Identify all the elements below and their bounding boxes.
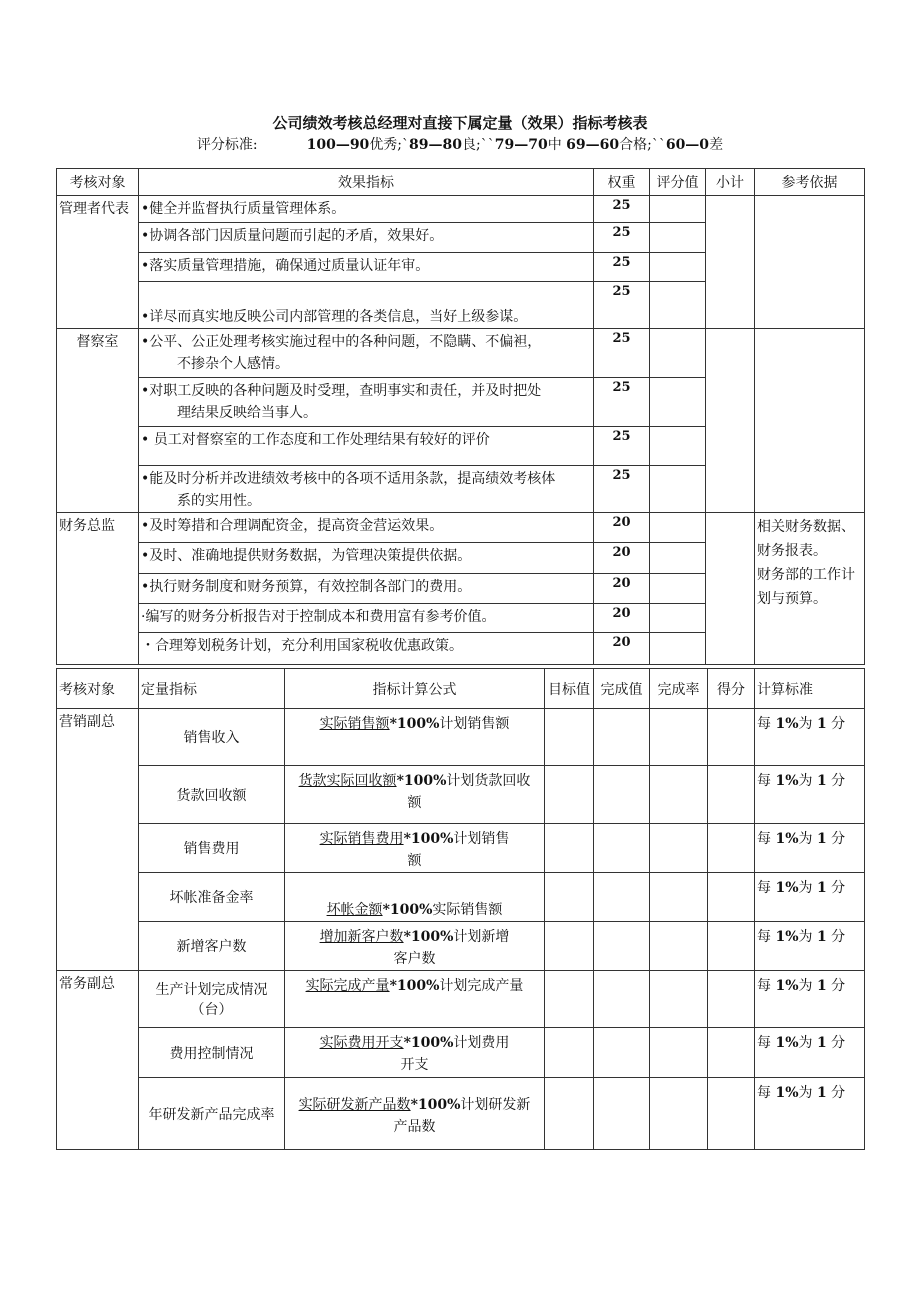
reference-text: 财务部的工作计 xyxy=(757,567,855,583)
standard-value: 1 xyxy=(816,1085,827,1101)
metric-cell: 坏帐准备金率 xyxy=(139,873,285,922)
indicator-cell xyxy=(139,543,594,574)
indicator-text-cont: 系的实用性。 xyxy=(177,493,261,509)
completion-rate-cell xyxy=(650,1078,708,1150)
reference-cell xyxy=(755,196,865,329)
formula-denominator-cont: 额 xyxy=(407,795,422,811)
standard-value: 1 xyxy=(816,880,827,896)
standard-value: 1% xyxy=(775,716,799,732)
table-row xyxy=(57,1028,865,1078)
standard-value: 1% xyxy=(775,978,799,994)
standard-cell xyxy=(755,766,865,824)
standard-text: 为 xyxy=(798,1085,817,1101)
standard-text: 每 xyxy=(757,773,776,789)
indicator-text: •健全并监督执行质量管理体系。 xyxy=(141,201,346,217)
standard-text: 分 xyxy=(826,773,846,789)
formula-multiplier: *100% xyxy=(403,831,454,847)
score-cell xyxy=(650,223,706,253)
score-cell xyxy=(650,196,706,223)
score-cell xyxy=(650,633,706,665)
table-row xyxy=(57,329,865,378)
indicator-cell xyxy=(139,196,594,223)
reference-text: 财务报表。 xyxy=(757,543,827,559)
weight-cell: 25 xyxy=(594,329,650,378)
column-header: 计算标准 xyxy=(755,669,865,709)
indicator-text: •能及时分析并改进绩效考核中的各项不适用条款，提高绩效考核体 xyxy=(141,471,556,487)
table-row xyxy=(57,513,865,543)
indicator-text: •详尽而真实地反映公司内部管理的各类信息，当好上级参谋。 xyxy=(141,309,528,325)
indicator-text: •协调各部门因质量问题而引起的矛盾，效果好。 xyxy=(141,228,444,244)
column-header: 参考依据 xyxy=(755,169,865,196)
table-row xyxy=(57,766,865,824)
indicator-text-cont: 理结果反映给当事人。 xyxy=(177,405,317,421)
formula-denominator-cont: 开支 xyxy=(400,1057,429,1073)
scale-range: 79—70 xyxy=(494,137,548,153)
score-cell xyxy=(650,282,706,329)
target-value-cell xyxy=(545,922,594,971)
formula-numerator: 实际销售费用 xyxy=(319,831,404,847)
assessee-cell: 督察室 xyxy=(57,329,139,513)
actual-value-cell xyxy=(594,709,650,766)
standard-cell xyxy=(755,824,865,873)
formula-cell xyxy=(285,922,545,971)
standard-text: 每 xyxy=(757,978,776,994)
target-value-cell xyxy=(545,873,594,922)
completion-rate-cell xyxy=(650,709,708,766)
column-header: 小计 xyxy=(706,169,755,196)
completion-rate-cell xyxy=(650,824,708,873)
formula-cell xyxy=(285,971,545,1028)
column-header: 权重 xyxy=(594,169,650,196)
score-cell xyxy=(708,1078,755,1150)
actual-value-cell xyxy=(594,824,650,873)
indicator-cell xyxy=(139,378,594,427)
target-value-cell xyxy=(545,1078,594,1150)
formula-cell xyxy=(285,824,545,873)
column-header: 完成值 xyxy=(594,669,650,709)
standard-value: 1 xyxy=(816,831,827,847)
standard-text: 每 xyxy=(757,880,776,896)
document-title: 公司绩效考核总经理对直接下属定量（效果）指标考核表 xyxy=(272,114,648,132)
actual-value-cell xyxy=(594,873,650,922)
formula-multiplier: *100% xyxy=(403,1035,454,1051)
standard-cell xyxy=(755,971,865,1028)
score-cell xyxy=(708,971,755,1028)
standard-text: 为 xyxy=(798,929,817,945)
table-row xyxy=(57,922,865,971)
scale-label: 评分标准: xyxy=(196,137,258,153)
assessee-cell: 常务副总 xyxy=(57,971,139,1150)
standard-text: 分 xyxy=(826,831,846,847)
formula-cell xyxy=(285,766,545,824)
formula-denominator: 实际销售额 xyxy=(432,902,503,918)
target-value-cell xyxy=(545,766,594,824)
indicator-cell xyxy=(139,223,594,253)
actual-value-cell xyxy=(594,766,650,824)
target-value-cell xyxy=(545,709,594,766)
column-header: 目标值 xyxy=(545,669,594,709)
subtotal-cell xyxy=(706,329,755,513)
score-cell xyxy=(708,1028,755,1078)
table-row xyxy=(57,709,865,766)
weight-cell: 20 xyxy=(594,574,650,604)
standard-value: 1% xyxy=(775,831,799,847)
formula-denominator: 计划货款回收 xyxy=(446,773,531,789)
indicator-text: •执行财务制度和财务预算，有效控制各部门的费用。 xyxy=(141,579,472,595)
standard-text: 每 xyxy=(757,831,776,847)
score-cell xyxy=(708,873,755,922)
formula-multiplier: *100% xyxy=(382,902,433,918)
standard-cell xyxy=(755,709,865,766)
formula-denominator-cont: 额 xyxy=(407,853,422,869)
formula-multiplier: *100% xyxy=(396,773,447,789)
standard-text: 分 xyxy=(826,1035,846,1051)
column-header: 得分 xyxy=(708,669,755,709)
metric-cell: 生产计划完成情况（台） xyxy=(139,971,285,1028)
target-value-cell xyxy=(545,1028,594,1078)
standard-text: 分 xyxy=(826,929,846,945)
table-header-row xyxy=(57,169,865,196)
standard-cell xyxy=(755,1078,865,1150)
column-header: 效果指标 xyxy=(139,169,594,196)
indicator-text: •对职工反映的各种问题及时受理，查明事实和责任，并及时把处 xyxy=(141,383,542,399)
column-header: 评分值 xyxy=(650,169,706,196)
standard-text: 每 xyxy=(757,716,776,732)
actual-value-cell xyxy=(594,971,650,1028)
scale-range: 69—60 xyxy=(566,137,620,153)
formula-numerator: 货款实际回收额 xyxy=(298,773,397,789)
weight-cell: 20 xyxy=(594,604,650,633)
subtotal-cell xyxy=(706,513,755,665)
standard-text: 分 xyxy=(826,880,846,896)
assessee-cell: 财务总监 xyxy=(57,513,139,665)
score-cell xyxy=(650,604,706,633)
formula-multiplier: *100% xyxy=(389,978,440,994)
scale-text: 中 xyxy=(547,137,562,153)
score-cell xyxy=(650,253,706,282)
indicator-text: •及时、准确地提供财务数据，为管理决策提供依据。 xyxy=(141,548,472,564)
table-row xyxy=(57,824,865,873)
formula-numerator: 坏帐金额 xyxy=(326,902,383,918)
score-cell xyxy=(708,766,755,824)
table-row xyxy=(57,971,865,1028)
indicator-text-cont: 不掺杂个人感情。 xyxy=(177,356,289,372)
scale-text: 合格;`` xyxy=(619,137,666,153)
score-cell xyxy=(708,922,755,971)
target-value-cell xyxy=(545,824,594,873)
weight-cell: 20 xyxy=(594,513,650,543)
metric-cell: 货款回收额 xyxy=(139,766,285,824)
indicator-cell xyxy=(139,282,594,329)
formula-denominator-cont: 产品数 xyxy=(393,1118,436,1135)
indicator-cell xyxy=(139,253,594,282)
weight-cell: 25 xyxy=(594,427,650,466)
reference-text: 划与预算。 xyxy=(757,591,827,607)
target-value-cell xyxy=(545,971,594,1028)
actual-value-cell xyxy=(594,1078,650,1150)
formula-cell xyxy=(285,1028,545,1078)
score-cell xyxy=(708,709,755,766)
score-cell xyxy=(650,466,706,513)
assessee-cell: 管理者代表 xyxy=(57,196,139,329)
quantitative-indicator-table xyxy=(56,668,865,1150)
formula-numerator: 实际完成产量 xyxy=(305,978,390,994)
actual-value-cell xyxy=(594,922,650,971)
formula-cell xyxy=(285,1078,545,1150)
weight-cell: 25 xyxy=(594,466,650,513)
formula-cell xyxy=(285,873,545,922)
completion-rate-cell xyxy=(650,1028,708,1078)
table-header-row xyxy=(57,669,865,709)
metric-cell: 新增客户数 xyxy=(139,922,285,971)
standard-value: 1% xyxy=(775,773,799,789)
metric-cell: 销售收入 xyxy=(139,709,285,766)
weight-cell: 20 xyxy=(594,633,650,665)
indicator-cell xyxy=(139,574,594,604)
formula-numerator: 实际费用开支 xyxy=(319,1035,404,1051)
formula-multiplier: *100% xyxy=(389,716,440,732)
scale-range: 60—0 xyxy=(665,137,710,153)
column-header: 指标计算公式 xyxy=(285,669,545,709)
standard-cell xyxy=(755,1028,865,1078)
formula-denominator-cont: 客户数 xyxy=(393,951,436,967)
indicator-cell xyxy=(139,466,594,513)
standard-text: 分 xyxy=(826,1085,846,1101)
standard-text: 为 xyxy=(798,1035,817,1051)
indicator-text: ·编写的财务分析报告对于控制成本和费用富有参考价值。 xyxy=(141,609,496,625)
indicator-text: •及时筹措和合理调配资金，提高资金营运效果。 xyxy=(141,518,444,534)
column-header: 考核对象 xyxy=(57,169,139,196)
metric-cell: 费用控制情况 xyxy=(139,1028,285,1078)
completion-rate-cell xyxy=(650,873,708,922)
metric-cell: 年研发新产品完成率 xyxy=(139,1078,285,1150)
standard-value: 1% xyxy=(775,880,799,896)
weight-cell: 25 xyxy=(594,196,650,223)
scale-text: 差 xyxy=(709,137,724,153)
weight-cell: 25 xyxy=(594,378,650,427)
standard-cell xyxy=(755,922,865,971)
standard-value: 1% xyxy=(775,1035,799,1051)
formula-denominator: 计划新增 xyxy=(453,929,510,945)
weight-cell: 20 xyxy=(594,543,650,574)
formula-denominator: 计划完成产量 xyxy=(439,978,524,994)
standard-text: 每 xyxy=(757,1085,776,1101)
scale-range: 100—90 xyxy=(306,137,370,153)
standard-text: 每 xyxy=(757,929,776,945)
completion-rate-cell xyxy=(650,922,708,971)
score-cell xyxy=(650,543,706,574)
standard-value: 1 xyxy=(816,773,827,789)
standard-text: 分 xyxy=(826,978,846,994)
column-header: 完成率 xyxy=(650,669,708,709)
formula-numerator: 实际销售额 xyxy=(319,716,390,732)
standard-text: 为 xyxy=(798,978,817,994)
completion-rate-cell xyxy=(650,766,708,824)
column-header: 考核对象 xyxy=(57,669,139,709)
standard-text: 为 xyxy=(798,880,817,896)
reference-text: 相关财务数据、 xyxy=(757,519,855,535)
indicator-cell xyxy=(139,604,594,633)
standard-value: 1 xyxy=(816,716,827,732)
formula-denominator: 计划销售 xyxy=(453,831,510,847)
standard-value: 1 xyxy=(816,978,827,994)
score-cell xyxy=(650,513,706,543)
standard-value: 1 xyxy=(816,1035,827,1051)
table-row xyxy=(57,196,865,223)
completion-rate-cell xyxy=(650,971,708,1028)
indicator-cell xyxy=(139,633,594,665)
formula-cell xyxy=(285,709,545,766)
standard-value: 1% xyxy=(775,929,799,945)
actual-value-cell xyxy=(594,1028,650,1078)
scale-range: 89—80 xyxy=(409,137,462,153)
standard-text: 为 xyxy=(798,716,817,732)
weight-cell: 25 xyxy=(594,253,650,282)
formula-multiplier: *100% xyxy=(403,929,454,945)
indicator-text: ・合理筹划税务计划，充分利用国家税收优惠政策。 xyxy=(141,638,463,654)
standard-value: 1% xyxy=(775,1085,799,1101)
score-cell xyxy=(708,824,755,873)
weight-cell: 25 xyxy=(594,223,650,253)
formula-denominator: 计划费用 xyxy=(453,1035,510,1051)
indicator-text: •落实质量管理措施，确保通过质量认证年审。 xyxy=(141,258,430,274)
column-header: 定量指标 xyxy=(139,669,285,709)
standard-text: 分 xyxy=(826,716,846,732)
standard-text: 为 xyxy=(798,773,817,789)
effect-indicator-table xyxy=(56,168,865,665)
score-cell xyxy=(650,378,706,427)
score-cell xyxy=(650,574,706,604)
score-cell xyxy=(650,329,706,378)
formula-denominator: 计划研发新 xyxy=(460,1096,531,1113)
formula-denominator: 计划销售额 xyxy=(439,716,510,732)
weight-cell: 25 xyxy=(594,282,650,329)
formula-multiplier: *100% xyxy=(410,1096,461,1113)
scale-text: 优秀;` xyxy=(369,137,410,153)
reference-cell xyxy=(755,329,865,513)
assessee-cell: 营销副总 xyxy=(57,709,139,971)
scoring-standard xyxy=(0,134,920,154)
subtotal-cell xyxy=(706,196,755,329)
indicator-cell xyxy=(139,329,594,378)
standard-value: 1 xyxy=(816,929,827,945)
table-row xyxy=(57,1078,865,1150)
formula-numerator: 实际研发新产品数 xyxy=(298,1096,411,1113)
standard-cell xyxy=(755,873,865,922)
formula-numerator: 增加新客户数 xyxy=(319,929,404,945)
scale-text: 良;`` xyxy=(462,137,495,153)
standard-text: 每 xyxy=(757,1035,776,1051)
score-cell xyxy=(650,427,706,466)
table-row xyxy=(57,873,865,922)
indicator-cell xyxy=(139,427,594,466)
indicator-text: • 员工对督察室的工作态度和工作处理结果有较好的评价 xyxy=(141,432,490,448)
indicator-cell xyxy=(139,513,594,543)
metric-cell: 销售费用 xyxy=(139,824,285,873)
reference-cell xyxy=(755,513,865,665)
indicator-text: •公平、公正处理考核实施过程中的各种问题，不隐瞒、不偏袒， xyxy=(141,334,542,350)
standard-text: 为 xyxy=(798,831,817,847)
